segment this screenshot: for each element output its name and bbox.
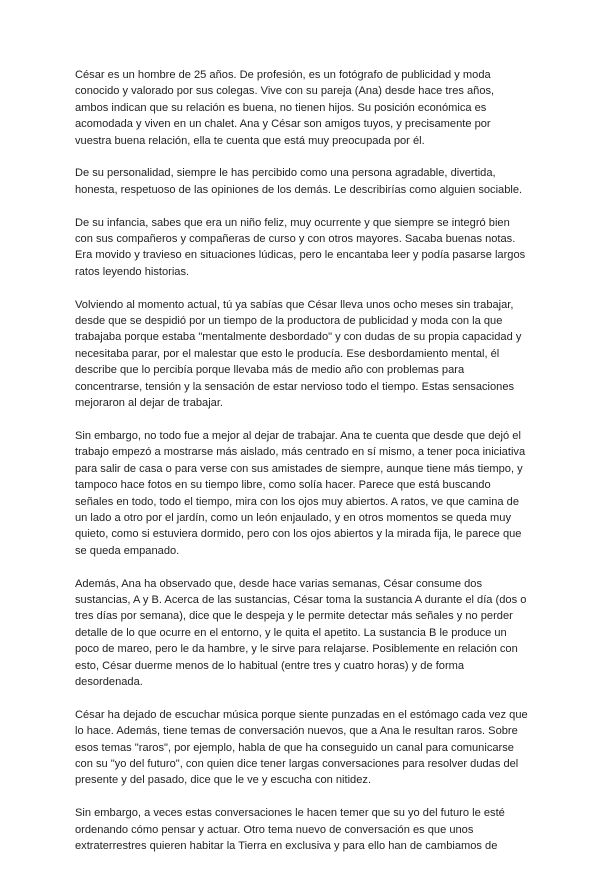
- text-line: César ha dejado de escuchar música porque siente punzadas en el estómago cada vez que: [75, 708, 528, 721]
- text-line: acomodada y viven en un chalet. Ana y César son amigos tuyos, y precisamente por: [75, 118, 491, 131]
- paragraph-8: [75, 805, 507, 854]
- text-line: un lado a otro por el jardín, como un león enjaulado, y en otros momentos se queda muy: [75, 511, 512, 524]
- text-line: Era movido y travieso en situaciones lúdicas, pero le encantaba leer y podía pasarse largos: [75, 249, 526, 262]
- text-line: trabajo empezó a mostrarse más aislado, más centrado en sí mismo, a tener poca iniciativa: [75, 446, 526, 459]
- text-line: detalle de lo que ocurre en el entorno, y le quita el apetito. La sustancia B le produce un: [75, 626, 507, 639]
- paragraph-1: [75, 67, 507, 149]
- text-line: extraterrestres quieren habitar la Tierra en exclusiva y para ello han de cambiamos de: [75, 839, 498, 852]
- text-line: vuestra buena relación, ella te cuenta que está muy preocupada por él.: [75, 134, 425, 147]
- text-line: tres días por semana), dice que le despeja y le permite detectar más señales y no perder: [75, 610, 513, 623]
- text-line: De su personalidad, siempre le has percibido como una persona agradable, divertida,: [75, 167, 496, 180]
- text-line: con su "yo del futuro", con quien dice tener largas conversaciones para resolver dudas del: [75, 757, 519, 770]
- text-line: se queda empanado.: [75, 544, 180, 557]
- text-line: lo hace. Además, tiene temas de conversación nuevos, que a Ana le resultan raros. Sobre: [75, 725, 518, 738]
- paragraph-3: [75, 215, 526, 281]
- paragraph-5: [75, 428, 526, 559]
- text-line: señales en todo, todo el tiempo, mira con los ojos muy abiertos. A ratos, ve que camina de: [75, 495, 519, 508]
- text-line: ratos leyendo historias.: [75, 265, 190, 278]
- text-line: César es un hombre de 25 años. De profesión, es un fotógrafo de publicidad y moda: [75, 69, 491, 81]
- paragraph-2: [75, 165, 523, 198]
- text-line: necesitaba parar, por el malestar que esto le producía. Ese desbordamiento mental, él: [75, 347, 500, 360]
- text-line: desde que se despidió por un tiempo de la productora de publicidad y moda con la que: [75, 315, 503, 328]
- text-line: concentrarse, tensión y la sensación de estar nervioso todo el tiempo. Estas sensaciones: [75, 380, 515, 393]
- text-line: Volviendo al momento actual, tú ya sabías que César lleva unos ocho meses sin trabajar,: [75, 298, 514, 311]
- text-line: esos temas "raros", por ejemplo, habla de que ha conseguido un canal para comunicarse: [75, 741, 514, 754]
- text-line: trabajaba porque estaba "mentalmente desbordado" y con dudas de su propia capacidad y: [75, 331, 522, 344]
- text-line: sustancias, A y B. Acerca de las sustancias, César toma la sustancia A durante el día (dos o: [75, 593, 527, 606]
- text-line: conocido y valorado por sus colegas. Vive con su pareja (Ana) desde hace tres años,: [75, 85, 495, 98]
- paragraph-4: [75, 297, 522, 412]
- paragraph-6: [75, 576, 527, 691]
- text-line: mejoraron al dejar de trabajar.: [75, 397, 223, 410]
- text-line: Sin embargo, a veces estas conversaciones le hacen temer que su yo del futuro le esté: [75, 807, 505, 820]
- text-line: De su infancia, sabes que era un niño feliz, muy ocurrente y que siempre se integró bien: [75, 216, 510, 229]
- text-line: desordenada.: [75, 675, 143, 688]
- text-line: presente y del pasado, dice que le ve y escucha con nitidez.: [75, 774, 372, 787]
- text-line: ordenando cómo pensar y actuar. Otro tema nuevo de conversación es que unos: [75, 823, 474, 836]
- text-line: poco de mareo, pero le da hambre, y le sirve para relajarse. Posiblemente en relación con: [75, 643, 518, 656]
- text-line: esto, César duerme menos de lo habitual (entre tres y cuatro horas) y de forma: [75, 659, 465, 672]
- text-line: Además, Ana ha observado que, desde hace varias semanas, César consume dos: [75, 577, 483, 590]
- text-line: quieto, como si estuviera dormido, pero con los ojos abiertos y la mirada fija, le parece que: [75, 528, 522, 541]
- document-body: [75, 67, 528, 871]
- text-line: para salir de casa o para verse con sus amistades de siempre, aunque tiene más tiempo, y: [75, 462, 523, 475]
- text-line: Sin embargo, no todo fue a mejor al dejar de trabajar. Ana te cuenta que desde que dejó el: [75, 429, 521, 442]
- text-line: tampoco hace fotos en su tiempo libre, como solía hacer. Parece que está buscando: [75, 479, 491, 492]
- paragraph-7: [75, 707, 528, 789]
- text-line: ambos indican que su relación es buena, no tienen hijos. Su posición económica es: [75, 101, 487, 114]
- text-line: honesta, respetuoso de las opiniones de los demás. Le describirías como alguien sociable.: [75, 183, 523, 196]
- text-line: describe que lo percibía porque llevaba más de medio año con problemas para: [75, 364, 465, 377]
- text-line: con sus compañeros y compañeras de curso y con otros mayores. Sacaba buenas notas.: [75, 233, 516, 246]
